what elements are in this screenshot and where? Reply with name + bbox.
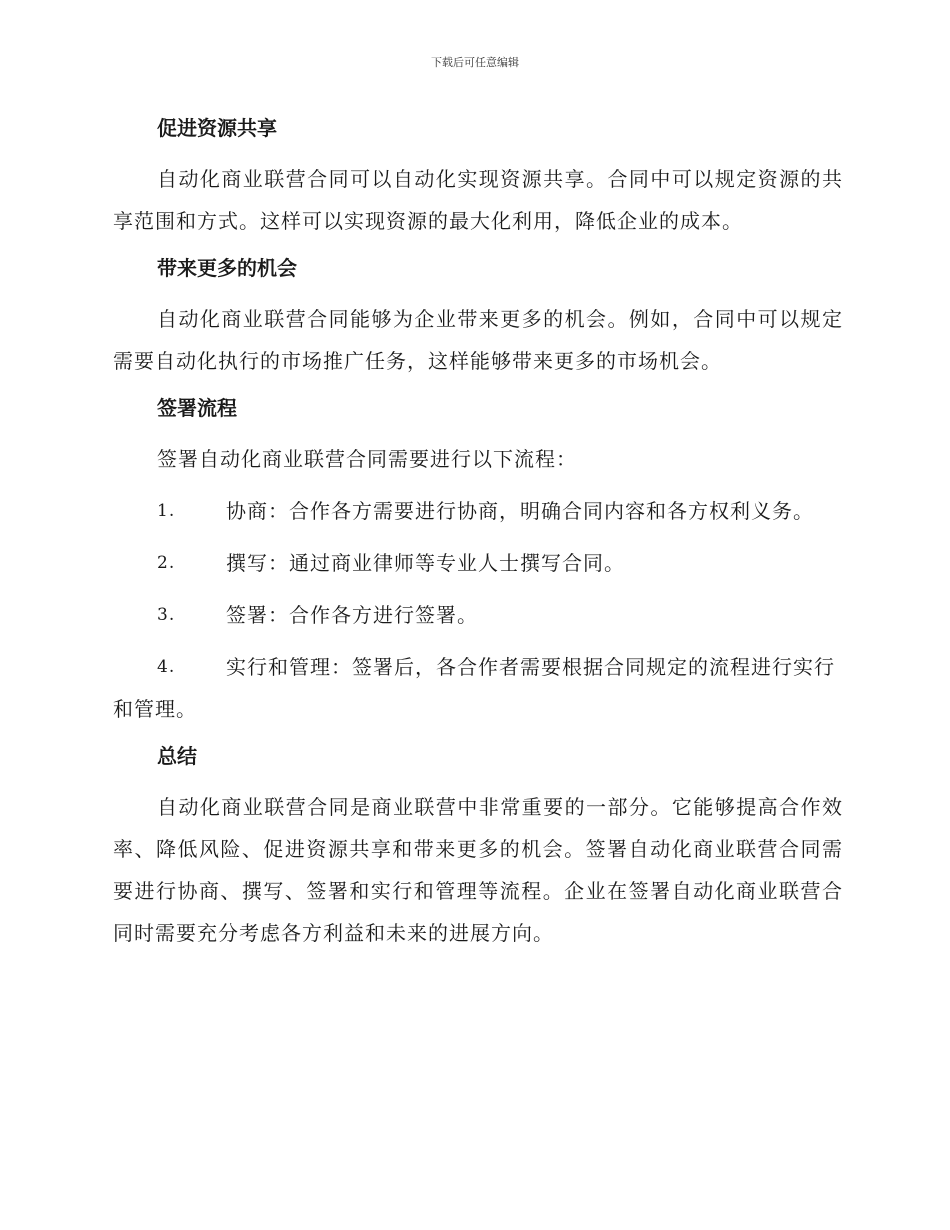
list-item-number: 2. (157, 553, 176, 573)
list-item-text: 签署：合作各方进行签署。 (226, 603, 478, 627)
list-item-number: 4. (157, 657, 176, 677)
list-item-number: 1. (157, 501, 176, 521)
section-heading-summary: 总结 (157, 744, 197, 768)
list-item (113, 594, 843, 636)
list-item (113, 542, 843, 584)
section-paragraph-resource-sharing: 自动化商业联营合同可以自动化实现资源共享。合同中可以规定资源的共享范围和方式。这样可以实现资源的最大化利用，降低企业的成本。 (113, 167, 843, 233)
list-item-text: 实行和管理：签署后，各合作者需要根据合同规定的流程进行实行和管理。 (113, 655, 835, 721)
list-item (113, 490, 843, 532)
document-body (113, 108, 843, 954)
list-item-number: 3. (157, 605, 176, 625)
section-heading-opportunities: 带来更多的机会 (157, 256, 297, 280)
section-paragraph-opportunities: 自动化商业联营合同能够为企业带来更多的机会。例如，合同中可以规定需要自动化执行的市场推广任务，这样能够带来更多的市场机会。 (113, 307, 843, 373)
list-item (113, 646, 843, 730)
section-heading-resource-sharing: 促进资源共享 (157, 116, 277, 140)
list-item-text: 撰写：通过商业律师等专业人士撰写合同。 (226, 551, 625, 575)
list-item-text: 协商：合作各方需要进行协商，明确合同内容和各方权利义务。 (226, 499, 814, 523)
signing-intro-paragraph: 签署自动化商业联营合同需要进行以下流程： (157, 447, 577, 471)
page-header-note: 下载后可任意编辑 (431, 56, 519, 69)
section-heading-signing-process: 签署流程 (157, 396, 237, 420)
section-paragraph-summary: 自动化商业联营合同是商业联营中非常重要的一部分。它能够提高合作效率、降低风险、促进资源共享和带来更多的机会。签署自动化商业联营合同需要进行协商、撰写、签署和实行和管理等流程。企业在签署自动化商业联营合同时需要充分考虑各方利益和未来的进展方向。 (113, 795, 843, 945)
